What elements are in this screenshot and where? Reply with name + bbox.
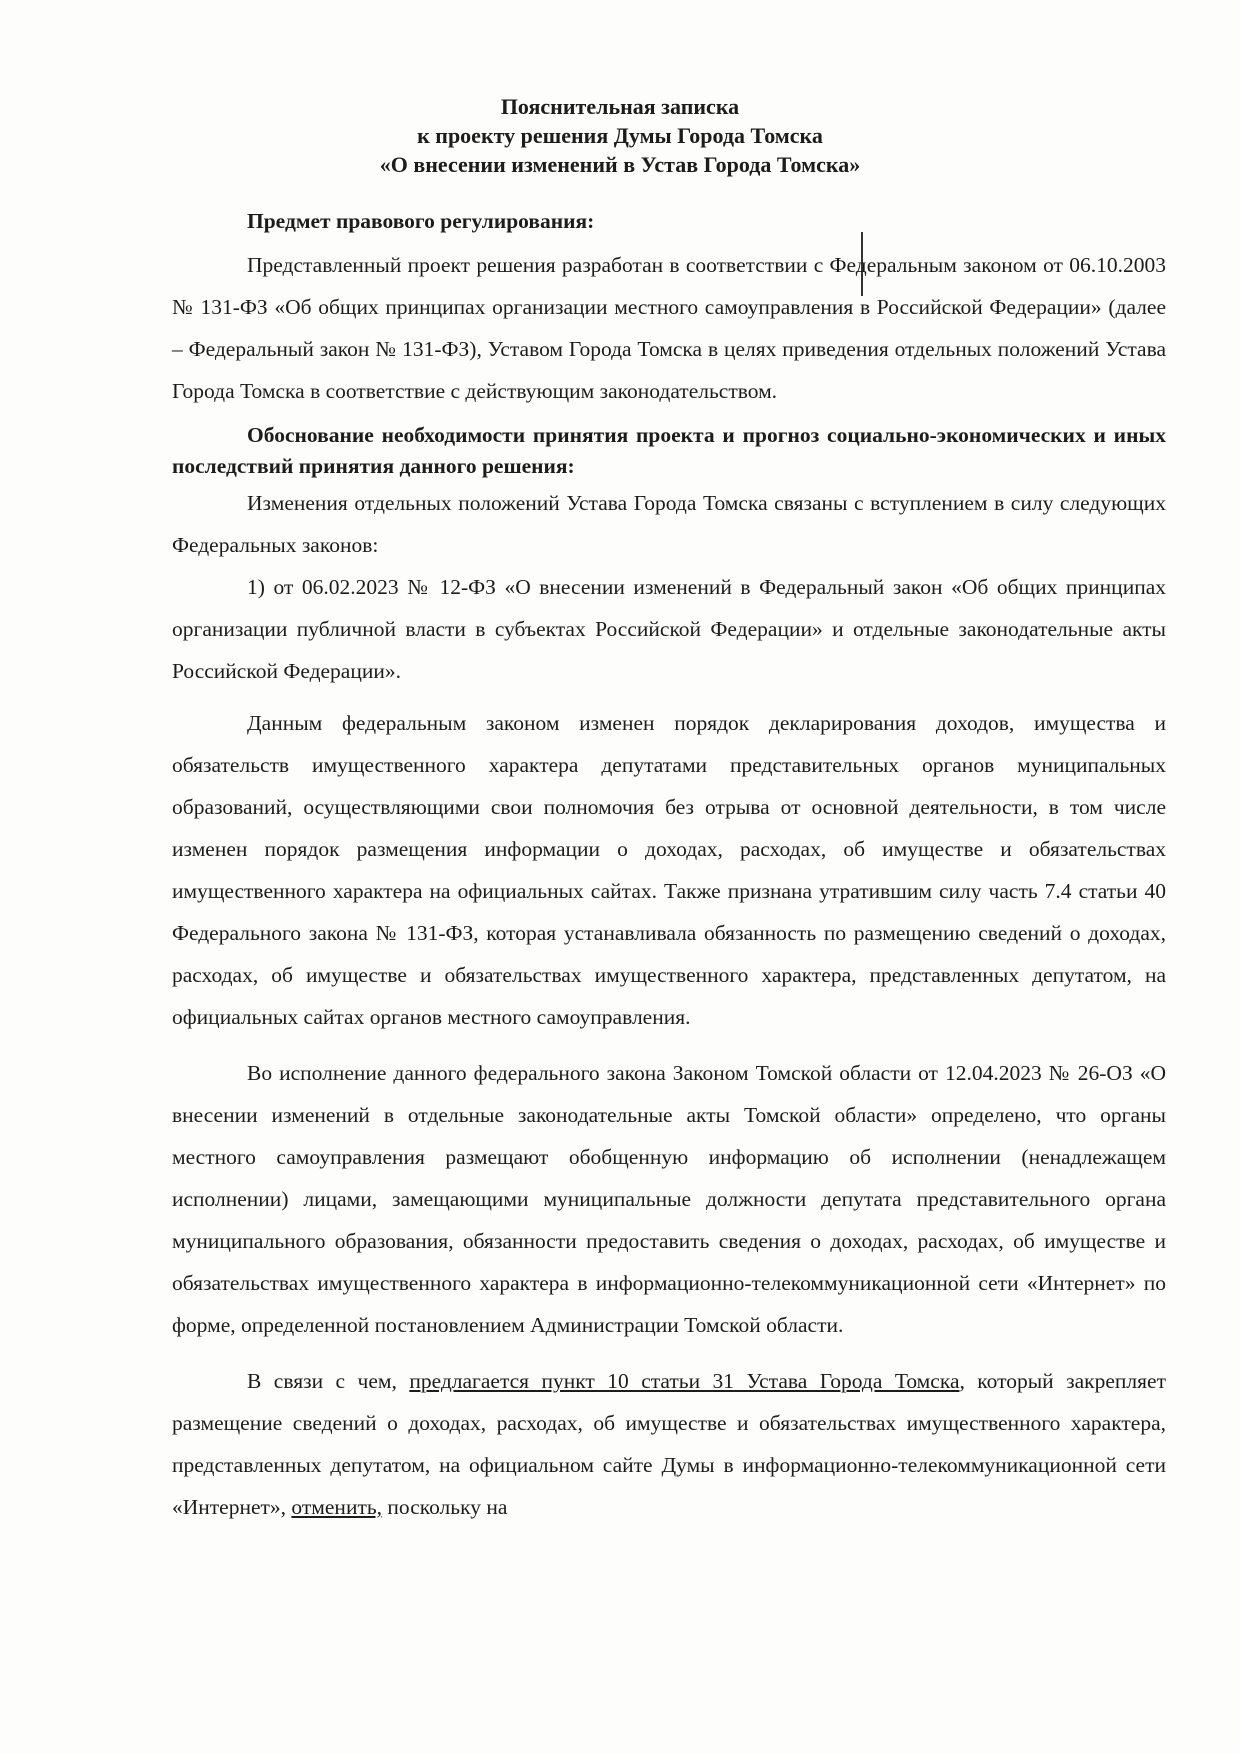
proposal-text-1: В связи с чем, — [247, 1369, 410, 1393]
paragraph-federal-laws-intro: Изменения отдельных положений Устава Города Томска связаны с вступлением в силу следующих Федеральных законов: — [172, 491, 1166, 557]
section-heading-subject: Предмет правового регулирования: — [247, 209, 595, 233]
paragraph-law-12-fz: 1) от 06.02.2023 № 12-ФЗ «О внесении изменений в Федеральный закон «Об общих принципах организации публичной власти в субъектах Российской Федерации» и отдельные законодательные акты Российской Федерации». — [172, 575, 1166, 683]
proposal-underlined-clause: предлагается пункт 10 статьи 31 Устава Города Томска — [409, 1369, 960, 1393]
proposal-underlined-cancel: отменить, — [291, 1495, 383, 1519]
paragraph-tomsk-region-law: Во исполнение данного федерального закона Законом Томской области от 12.04.2023 № 26-ОЗ «О внесении изменений в отдельные законодательные акты Томской области» определено, что органы местного самоуправления размещают обобщенную информацию об исполнении (ненадлежащем исполнении) лицами, замещающими муниципальные должности депутата представительного органа муниципального образования, обязанности предоставить сведения о доходах, расходах, об имуществе и обязательствах имущественного характера в информационно-телекоммуникационной сети «Интернет» по форме, определенной постановлением Администрации Томской области. — [172, 1061, 1166, 1337]
title-line-3: «О внесении изменений в Устав Города Томска» — [379, 152, 861, 177]
paragraph-legal-basis: Представленный проект решения разработан в соответствии с Федеральным законом от 06.10.2003 № 131-ФЗ «Об общих принципах организации местного самоуправления в Российской Федерации» (далее – Федеральный закон № 131-ФЗ), Уставом Города Томска в целях приведения отдельных положений Устава Города Томска в соответствие с действующим законодательством. — [172, 253, 1166, 403]
paragraph-proposal — [172, 1360, 1166, 1528]
proposal-text-3: поскольку на — [382, 1495, 508, 1519]
document-body — [172, 202, 1166, 1528]
title-line-1: Пояснительная записка — [500, 94, 740, 119]
section-heading-justification: Обоснование необходимости принятия проекта и прогноз социально-экономических и иных последствий принятия данного решения: — [172, 423, 1166, 478]
proposal-text-2: , который закрепляет размещение сведений о доходах, расходах, об имуществе и обязательствах имущественного характера, представленных депутатом, на официальном сайте Думы в информационно-телекоммуникационной сети «Интернет», — [172, 1369, 1166, 1519]
document-title — [0, 92, 1240, 179]
paragraph-declaration-changes: Данным федеральным законом изменен порядок декларирования доходов, имущества и обязательств имущественного характера депутатами представительных органов муниципальных образований, осуществляющими свои полномочия без отрыва от основной деятельности, в том числе изменен порядок размещения информации о доходах, расходах, об имуществе и обязательствах имущественного характера на официальных сайтах. Также признана утратившим силу часть 7.4 статьи 40 Федерального закона № 131-ФЗ, которая устанавливала обязанность по размещению сведений о доходах, расходах, об имуществе и обязательствах имущественного характера, представленных депутатом, на официальных сайтах органов местного самоуправления. — [172, 711, 1166, 1029]
title-line-2: к проекту решения Думы Города Томска — [417, 123, 823, 148]
